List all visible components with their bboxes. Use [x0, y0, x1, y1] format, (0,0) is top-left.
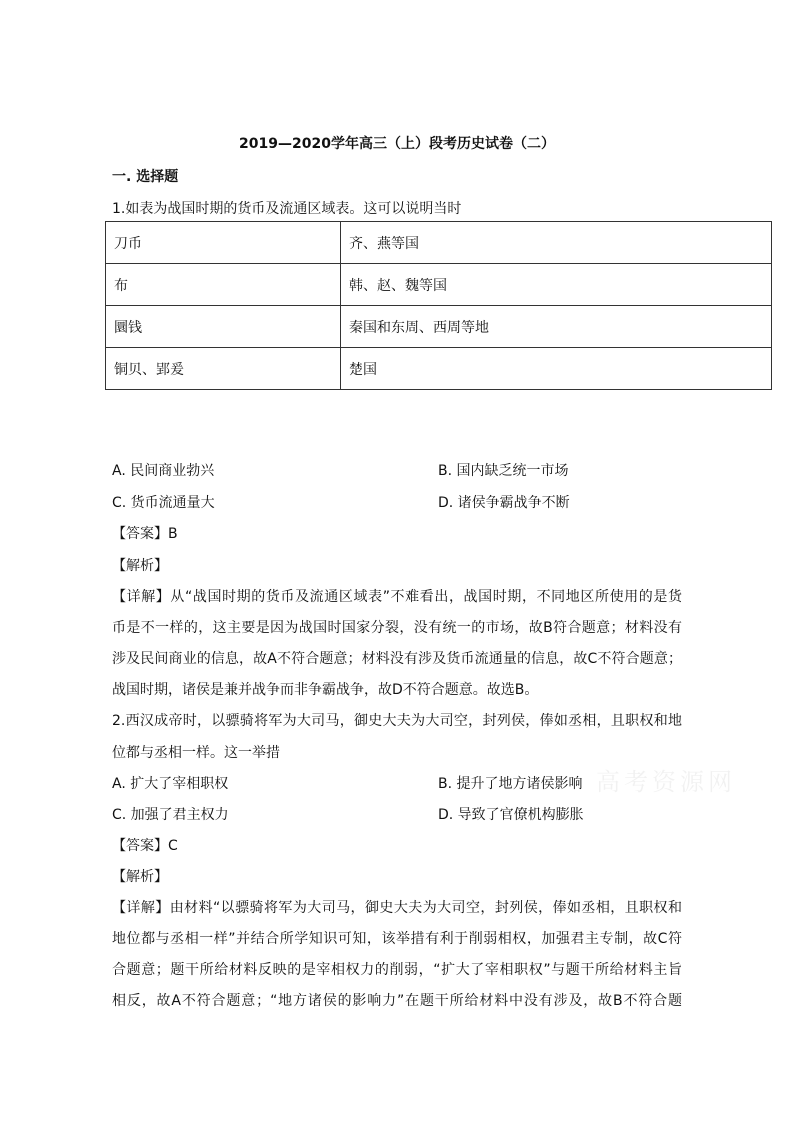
q2-detail-line: 【详解】由材料“以骠骑将军为大司马，御史大夫为大司空，封列侯，俸如丞相，且职权和	[112, 900, 682, 916]
q1-detail-line: 涉及民间商业的信息，故A不符合题意；材料没有涉及货币流通量的信息，故C不符合题意；	[112, 651, 682, 667]
q2-analysis-label: 【解析】	[112, 869, 168, 885]
q2-option-c: C. 加强了君主权力	[112, 807, 229, 823]
table-row	[106, 348, 772, 390]
q2-option-a: A. 扩大了宰相职权	[112, 776, 229, 792]
table-row	[106, 264, 772, 306]
watermark: 高考资源网	[596, 768, 736, 796]
q1-analysis-label: 【解析】	[112, 558, 168, 574]
table-cell-currency: 圜钱	[106, 306, 341, 348]
q2-option-d: D. 导致了官僚机构膨胀	[438, 807, 584, 823]
table-row	[106, 222, 772, 264]
table-cell-region: 齐、燕等国	[341, 222, 772, 264]
q1-option-c: C. 货币流通量大	[112, 495, 215, 511]
q1-detail-line: 战国时期，诸侯是兼并战争而非争霸战争，故D不符合题意。故选B。	[112, 682, 539, 698]
q1-detail-line: 【详解】从“战国时期的货币及流通区域表”不难看出，战国时期，不同地区所使用的是货	[112, 589, 682, 605]
table-cell-currency: 铜贝、郢爰	[106, 348, 341, 390]
q1-option-b: B. 国内缺乏统一市场	[438, 463, 569, 479]
q2-detail-line: 相反，故A不符合题意；“地方诸侯的影响力”在题干所给材料中没有涉及，故B不符合题	[112, 993, 682, 1009]
q1-answer: 【答案】B	[112, 526, 178, 542]
q2-detail-line: 地位都与丞相一样”并结合所学知识可知，该举措有利于削弱相权，加强君主专制，故C符	[112, 931, 682, 947]
q2-answer: 【答案】C	[112, 838, 178, 854]
q2-detail-line: 合题意；题干所给材料反映的是宰相权力的削弱，“扩大了宰相职权”与题干所给材料主旨	[112, 962, 682, 978]
page-title: 2019—2020学年高三（上）段考历史试卷（二）	[239, 136, 555, 152]
q2-stem-line: 2.西汉成帝时，以骠骑将军为大司马，御史大夫为大司空，封列侯，俸如丞相，且职权和地	[112, 713, 682, 729]
table-cell-currency: 刀币	[106, 222, 341, 264]
table-cell-currency: 布	[106, 264, 341, 306]
q2-stem-line: 位都与丞相一样。这一举措	[112, 745, 280, 761]
table-cell-region: 楚国	[341, 348, 772, 390]
table-cell-region: 秦国和东周、西周等地	[341, 306, 772, 348]
currency-table	[105, 221, 772, 390]
table-row	[106, 306, 772, 348]
section-heading: 一. 选择题	[112, 169, 179, 185]
q1-detail-line: 币是不一样的，这主要是因为战国时国家分裂，没有统一的市场，故B符合题意；材料没有	[112, 620, 682, 636]
table-cell-region: 韩、赵、魏等国	[341, 264, 772, 306]
q1-stem: 1.如表为战国时期的货币及流通区域表。这可以说明当时	[112, 201, 462, 217]
q2-option-b: B. 提升了地方诸侯影响	[438, 776, 583, 792]
q1-option-d: D. 诸侯争霸战争不断	[438, 495, 570, 511]
q1-option-a: A. 民间商业勃兴	[112, 463, 215, 479]
